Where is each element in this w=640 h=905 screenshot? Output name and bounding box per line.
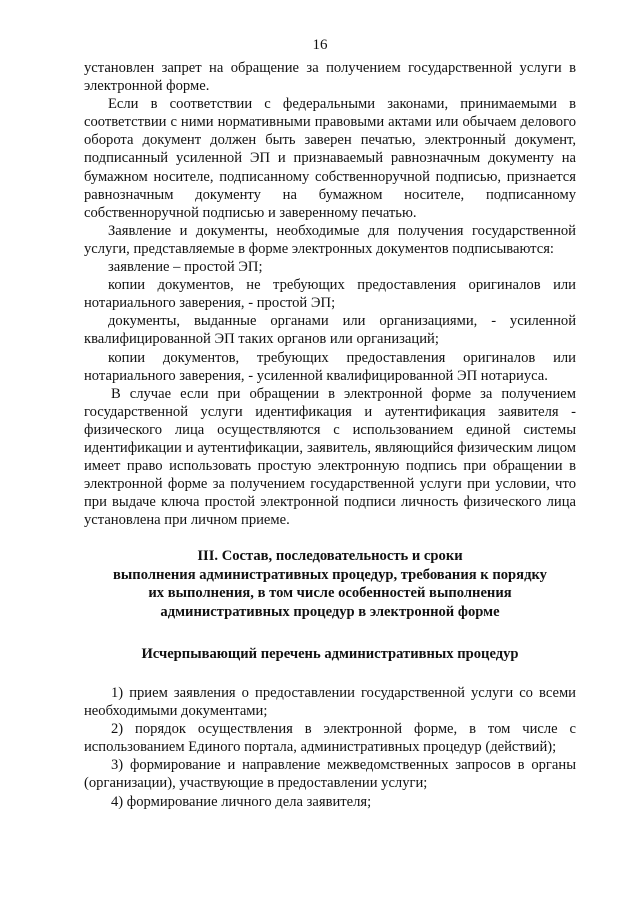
subsection-heading: Исчерпывающий перечень административных процедур	[141, 646, 519, 663]
paragraph: копии документов, требующих предоставления оригиналов или нотариального заверения, - усиленной квалифицированной ЭП нотариуса.	[84, 349, 576, 384]
list-item: 4) формирование личного дела заявителя;	[111, 793, 372, 810]
paragraph: установлен запрет на обращение за получением государственной услуги в электронной форме.	[84, 60, 576, 95]
paragraph: Заявление и документы, необходимые для получения государственной услуги, представляемые в форме электронных документов подписываются:	[84, 222, 576, 257]
section-heading-line: административных процедур в электронной форме	[160, 603, 500, 620]
section-heading-line: III. Состав, последовательность и сроки	[197, 548, 463, 565]
paragraph: документы, выданные органами или организациями, - усиленной квалифицированной ЭП таких органов или организаций;	[84, 313, 576, 348]
document-body	[84, 59, 576, 811]
section-heading-line: выполнения административных процедур, требования к порядку	[113, 566, 547, 583]
page-number: 16	[312, 37, 328, 53]
list-item: 3) формирование и направление межведомственных запросов в органы (организации), участвующие в предоставлении услуги;	[84, 757, 576, 792]
paragraph: В случае если при обращении в электронной форме за получением государственной услуги идентификация и аутентификация заявителя - физического лица осуществляются с использованием единой системы идентификации и аутентификации, заявитель, являющийся физическим лицом имеет право использовать простую электронную подпись при обращении в электронной форме за получением государственной услуги при условии, что при выдаче ключа простой электронной подписи личность физического лица установлена при личном приеме.	[84, 385, 576, 529]
paragraph: Если в соответствии с федеральными законами, принимаемыми в соответствии с ними нормативными правовыми актами или обычаем делового оборота документ должен быть заверен печатью, электронный документ, подписанный усиленной ЭП и признаваемый равнозначным документу на бумажном носителе, подписанному собственноручной подписью, признается равнозначным документу на бумажном носителе, подписанному собственноручной подписью и заверенному печатью.	[84, 96, 576, 221]
list-item: 2) порядок осуществления в электронной форме, в том числе с использованием Единого портала, административных процедур (действий);	[84, 721, 576, 756]
paragraph: заявление – простой ЭП;	[108, 259, 263, 276]
paragraph: копии документов, не требующих предоставления оригиналов или нотариального заверения, - простой ЭП;	[84, 277, 576, 312]
section-heading-line: их выполнения, в том числе особенностей выполнения	[148, 585, 512, 602]
section-heading	[84, 547, 576, 621]
list-item: 1) прием заявления о предоставлении государственной услуги со всеми необходимыми документами;	[84, 684, 576, 720]
